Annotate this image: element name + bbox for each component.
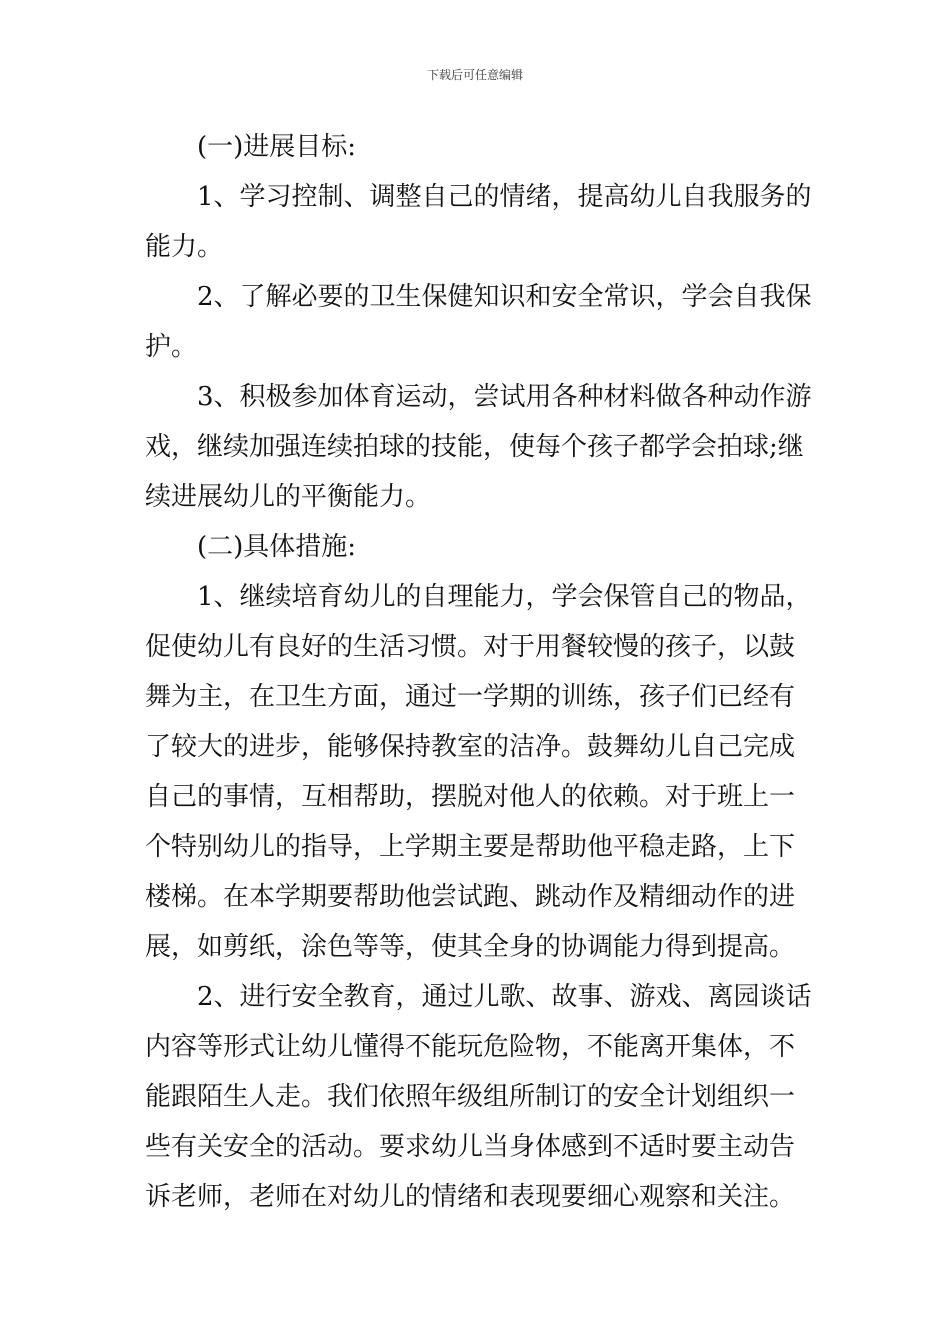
text-line: 诉老师，老师在对幼儿的情绪和表现要细心观察和关注。 <box>145 1182 796 1212</box>
text-line: 内容等形式让幼儿懂得不能玩危险物，不能离开集体，不 <box>145 1032 796 1062</box>
text-line: 1、继续培育幼儿的自理能力，学会保管自己的物品， <box>197 582 812 612</box>
measure-item-2 <box>145 972 812 1222</box>
text-line: 个特别幼儿的指导，上学期主要是帮助他平稳走路，上下 <box>145 832 796 862</box>
text-line: 些有关安全的活动。要求幼儿当身体感到不适时要主动告 <box>145 1132 796 1162</box>
goal-item-3 <box>145 372 812 522</box>
text-line: 能跟陌生人走。我们依照年级组所制订的安全计划组织一 <box>145 1082 796 1112</box>
text-line: 促使幼儿有良好的生活习惯。对于用餐较慢的孩子，以鼓 <box>145 632 796 662</box>
text-line: 戏，继续加强连续拍球的技能，使每个孩子都学会拍球;继 <box>145 432 804 462</box>
document-body <box>145 122 812 1222</box>
text-line: 1、学习控制、调整自己的情绪，提高幼儿自我服务的 <box>197 182 812 212</box>
text-line: (二)具体措施: <box>197 532 357 562</box>
text-line: 2、进行安全教育，通过儿歌、故事、游戏、离园谈话 <box>197 982 812 1012</box>
measures-heading <box>145 522 807 572</box>
page-header-note: 下载后可任意编辑 <box>426 68 523 82</box>
goals-heading <box>145 122 807 172</box>
text-line: 了较大的进步，能够保持教室的洁净。鼓舞幼儿自己完成 <box>145 732 796 762</box>
text-line: 2、了解必要的卫生保健知识和安全常识，学会自我保 <box>197 282 812 312</box>
text-line: 能力。 <box>145 232 224 262</box>
text-line: 续进展幼儿的平衡能力。 <box>145 482 432 512</box>
measure-item-1 <box>145 572 812 972</box>
text-line: 护。 <box>145 332 198 362</box>
text-line: (一)进展目标: <box>197 132 357 162</box>
text-line: 展，如剪纸，涂色等等，使其全身的协调能力得到提高。 <box>145 932 796 962</box>
goal-item-1 <box>145 172 812 272</box>
text-line: 楼梯。在本学期要帮助他尝试跑、跳动作及精细动作的进 <box>145 882 796 912</box>
text-line: 舞为主，在卫生方面，通过一学期的训练，孩子们已经有 <box>145 682 796 712</box>
text-line: 自己的事情，互相帮助，摆脱对他人的依赖。对于班上一 <box>145 782 796 812</box>
text-line: 3、积极参加体育运动，尝试用各种材料做各种动作游 <box>197 382 812 412</box>
goal-item-2 <box>145 272 812 372</box>
